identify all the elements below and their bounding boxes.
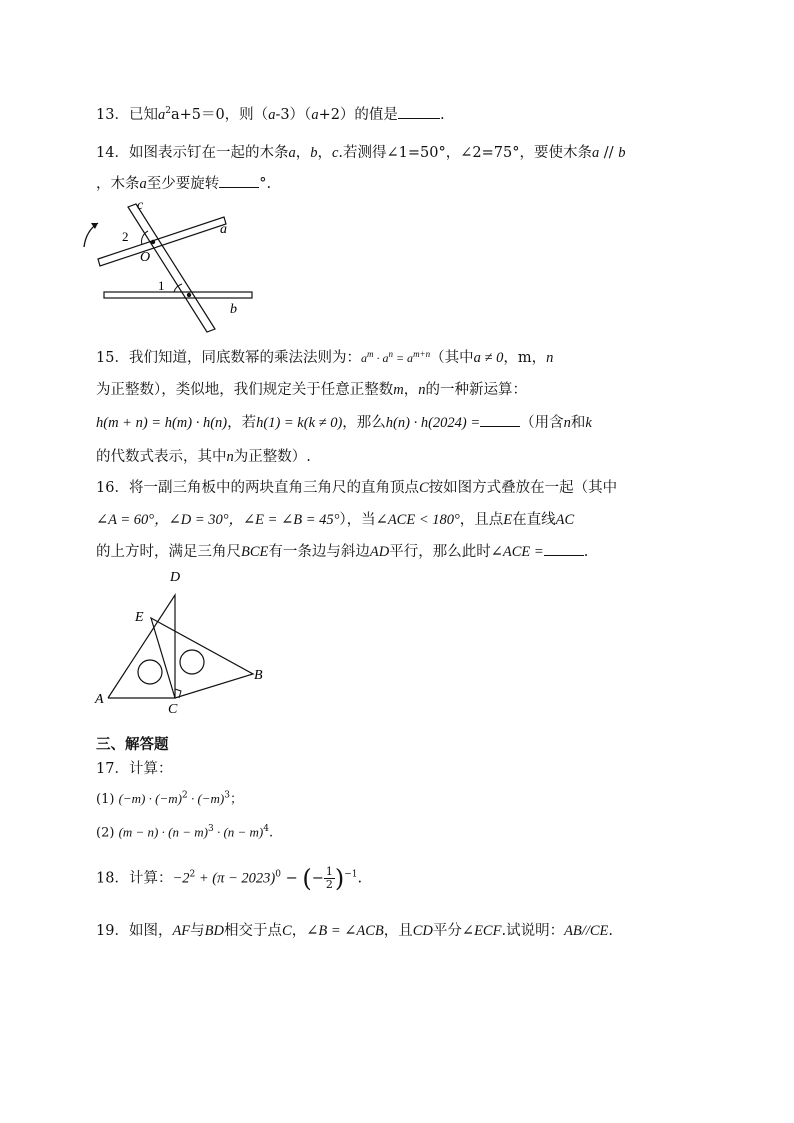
label-D: D — [170, 570, 181, 585]
question-17-part1: (1) $(-m) \cdot (-m)^2 \cdot (-m)^3$； — [96, 790, 244, 807]
question-15-line2: 为正整数），类似地，我们规定关于任意正整数m，n的一种新运算： — [96, 382, 527, 398]
question-15: 15．我们知道，同底数幂的乘法法则为：$a^m \cdot a^n = a^{m+n}$（其中a ≠ 0，m，n — [96, 349, 554, 366]
label-c: c — [137, 198, 144, 213]
question-13: 13．已知$a^2a+5=0$，则（a-3）（a+2）的值是 . — [96, 106, 445, 123]
question-15-line4: 的代数式表示，其中n为正整数）. — [96, 449, 311, 465]
fraction-one-half: $\frac{1}{2}$ — [325, 865, 333, 891]
question-19: 19．如图，AF与BD相交于点C，∠B = ∠ACB，且CD平分∠ECF.试说明：AB//CE. — [96, 923, 613, 939]
label-A: A — [95, 692, 104, 707]
label-B: B — [254, 668, 263, 683]
label-E: E — [135, 610, 144, 625]
question-17: 17．计算： — [96, 761, 173, 777]
question-14-line2: ，木条a至少要旋转 °. — [96, 176, 272, 192]
answer-blank-14 — [219, 186, 259, 188]
question-18: 18．计算：$-2^2 + (\pi - 2023)^0$ − (− $\frac{1}{2}$ )$^{-1}$. — [96, 864, 363, 893]
question-16-line2: ∠A = 60°，∠D = 30°，∠E = ∠B = 45°），当∠ACE < 180°，且点E在直线AC — [96, 512, 575, 528]
label-b: b — [230, 302, 237, 317]
section-title: 三、解答题 — [96, 737, 169, 753]
answer-blank-13 — [398, 117, 440, 119]
question-16: 16．将一副三角板中的两块直角三角尺的直角顶点C按如图方式叠放在一起（其中 — [96, 480, 618, 496]
wooden-strips-figure — [72, 195, 272, 340]
answer-blank-16 — [544, 554, 584, 556]
question-16-line3: 的上方时，满足三角尺BCE有一条边与斜边AD平行，那么此时∠ACE = . — [96, 544, 589, 560]
question-15-line3: h(m + n) = h(m) · h(n)，若h(1) = k(k ≠ 0)，那么h(n) · h(2024) = （用含n和k — [96, 415, 592, 431]
label-C: C — [168, 702, 178, 717]
label-1: 1 — [158, 278, 165, 293]
answer-blank-15 — [480, 425, 520, 427]
question-17-part2: (2) $(m - n) \cdot (n - m)^3 \cdot (n - m)^4$. — [96, 824, 274, 841]
label-a: a — [220, 222, 227, 237]
label-O: O — [140, 250, 151, 265]
question-14: 14．如图表示钉在一起的木条a，b，c.若测得∠1=50°，∠2=75°，要使木条a // b — [96, 145, 626, 161]
triangles-figure — [90, 565, 280, 725]
label-2: 2 — [122, 229, 129, 244]
